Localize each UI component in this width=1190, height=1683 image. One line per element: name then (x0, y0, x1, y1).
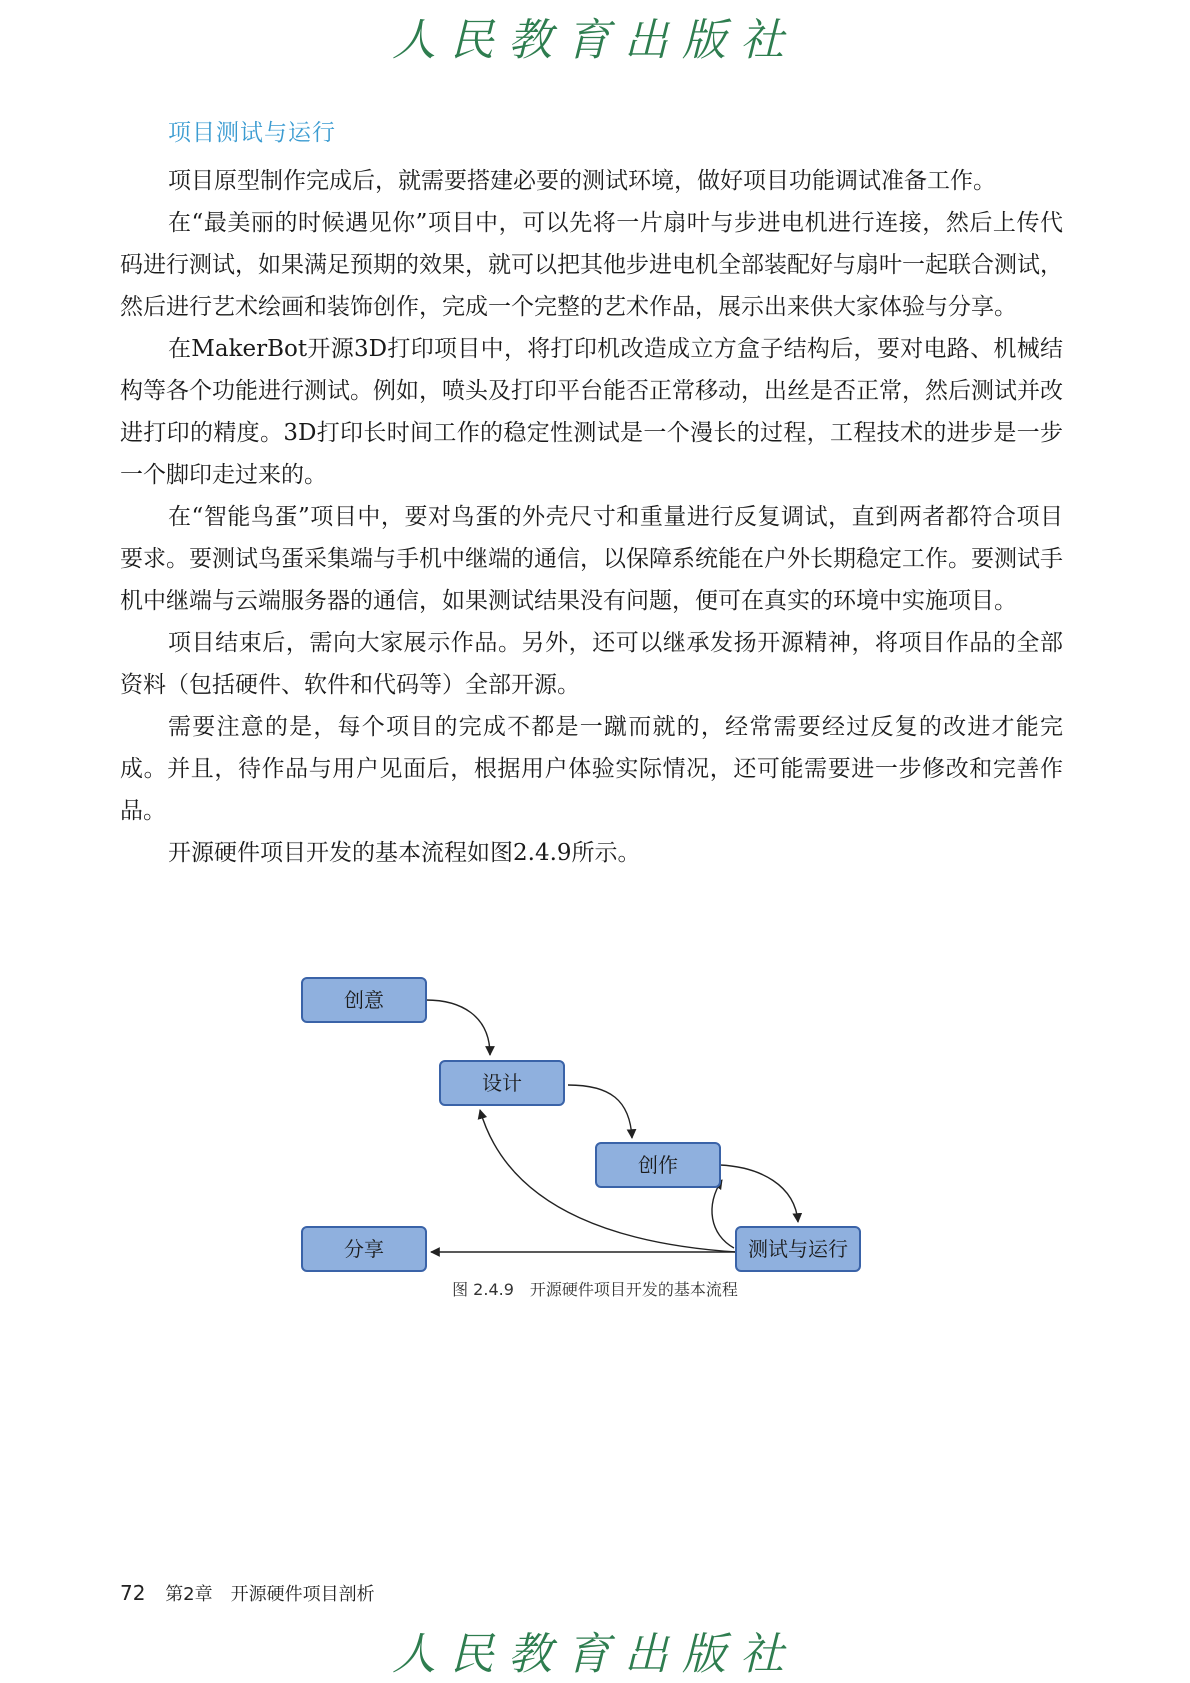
edge-test-to-create (712, 1180, 734, 1248)
body-text (120, 160, 1063, 874)
chapter-title: 第2章 开源硬件项目剖析 (165, 1584, 375, 1605)
edge-design-to-create (568, 1085, 632, 1138)
publisher-logo-top: 人民教育出版社 (392, 15, 798, 66)
paragraph: 开源硬件项目开发的基本流程如图2.4.9所示。 (168, 840, 641, 866)
publisher-logo-bottom: 人民教育出版社 (392, 1629, 798, 1680)
node-share-label: 分享 (344, 1237, 384, 1261)
node-test (736, 1227, 860, 1271)
paragraph: 在MakerBot开源3D打印项目中，将打印机改造成立方盒子结构后，要对电路、机械结构等各个功能进行测试。例如，喷头及打印平台能否正常移动，出丝是否正常，然后测试并改进打印的精度。3D打印长时间工作的稳定性测试是一个漫长的过程，工程技术的进步是一步一个脚印走过来的。 (120, 336, 1063, 488)
node-idea (302, 978, 426, 1022)
node-design (440, 1061, 564, 1105)
edge-idea-to-design (426, 1000, 490, 1055)
flow-diagram (300, 965, 900, 1275)
paragraph: 在“智能鸟蛋”项目中，要对鸟蛋的外壳尺寸和重量进行反复调试，直到两者都符合项目要求。要测试鸟蛋采集端与手机中继端的通信，以保障系统能在户外长期稳定工作。要测试手机中继端与云端服务器的通信，如果测试结果没有问题，便可在真实的环境中实施项目。 (120, 504, 1063, 614)
node-share (302, 1227, 426, 1271)
paragraph: 项目原型制作完成后，就需要搭建必要的测试环境，做好项目功能调试准备工作。 (168, 168, 996, 194)
figure-caption: 图 2.4.9 开源硬件项目开发的基本流程 (452, 1280, 738, 1299)
node-idea-label: 创意 (344, 988, 384, 1012)
page-footer (120, 1580, 375, 1606)
page-number: 72 (120, 1581, 146, 1605)
section-title: 项目测试与运行 (168, 120, 336, 146)
paragraph: 需要注意的是，每个项目的完成不都是一蹴而就的，经常需要经过反复的改进才能完成。并且，待作品与用户见面后，根据用户体验实际情况，还可能需要进一步修改和完善作品。 (120, 714, 1063, 824)
paragraph: 项目结束后，需向大家展示作品。另外，还可以继承发扬开源精神，将项目作品的全部资料（包括硬件、软件和代码等）全部开源。 (120, 630, 1063, 698)
paragraph: 在“最美丽的时候遇见你”项目中，可以先将一片扇叶与步进电机进行连接，然后上传代码进行测试，如果满足预期的效果，就可以把其他步进电机全部装配好与扇叶一起联合测试，然后进行艺术绘画和装饰创作，完成一个完整的艺术作品，展示出来供大家体验与分享。 (120, 210, 1063, 320)
node-test-label: 测试与运行 (748, 1237, 848, 1261)
node-design-label: 设计 (482, 1071, 522, 1095)
node-create-label: 创作 (638, 1153, 678, 1177)
node-create (596, 1143, 720, 1187)
edge-create-to-test (720, 1165, 798, 1222)
